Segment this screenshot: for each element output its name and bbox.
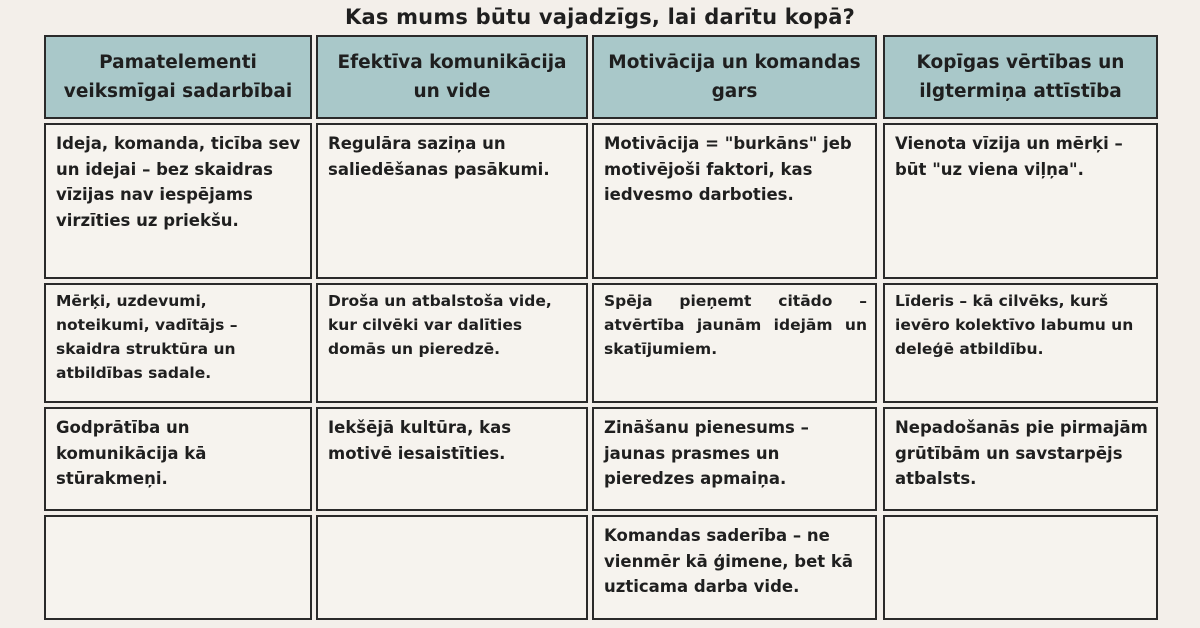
column-header-motivation: Motivācija un komandas gars bbox=[592, 35, 877, 119]
table-cell: Komandas saderība – ne vienmēr kā ģimene, bet kā uzticama darba vide. bbox=[592, 515, 877, 620]
table-cell: Iekšējā kultūra, kas motivē iesaistīties. bbox=[316, 407, 588, 511]
table-cell: Spēja pieņemt citādo – atvērtība jaunām idejām un skatījumiem. bbox=[592, 283, 877, 403]
table-cell: Zināšanu pienesums – jaunas prasmes un pieredzes apmaiņa. bbox=[592, 407, 877, 511]
table-cell-empty bbox=[316, 515, 588, 620]
table-cell: Ideja, komanda, ticība sev un idejai – bez skaidras vīzijas nav iespējams virzīties uz priekšu. bbox=[44, 123, 312, 279]
table-cell: Nepadošanās pie pirmajām grūtībām un savstarpējs atbalsts. bbox=[883, 407, 1158, 511]
table-cell: Regulāra saziņa un saliedēšanas pasākumi. bbox=[316, 123, 588, 279]
column-header-communication: Efektīva komunikācija un vide bbox=[316, 35, 588, 119]
page-title: Kas mums būtu vajadzīgs, lai darītu kopā? bbox=[345, 5, 855, 29]
table-cell: Līderis – kā cilvēks, kurš ievēro kolektīvo labumu un deleģē atbildību. bbox=[883, 283, 1158, 403]
table-cell: Vienota vīzija un mērķi – būt "uz viena viļņa". bbox=[883, 123, 1158, 279]
table-cell-empty bbox=[44, 515, 312, 620]
column-header-foundations: Pamatelementi veiksmīgai sadarbībai bbox=[44, 35, 312, 119]
table-cell-empty bbox=[883, 515, 1158, 620]
table-cell: Mērķi, uzdevumi, noteikumi, vadītājs – skaidra struktūra un atbildības sadale. bbox=[44, 283, 312, 403]
table-cell: Droša un atbalstoša vide, kur cilvēki var dalīties domās un pieredzē. bbox=[316, 283, 588, 403]
column-header-values: Kopīgas vērtības un ilgtermiņa attīstība bbox=[883, 35, 1158, 119]
table-cell: Godprātība un komunikācija kā stūrakmeņi. bbox=[44, 407, 312, 511]
table-cell: Motivācija = "burkāns" jeb motivējoši faktori, kas iedvesmo darboties. bbox=[592, 123, 877, 279]
